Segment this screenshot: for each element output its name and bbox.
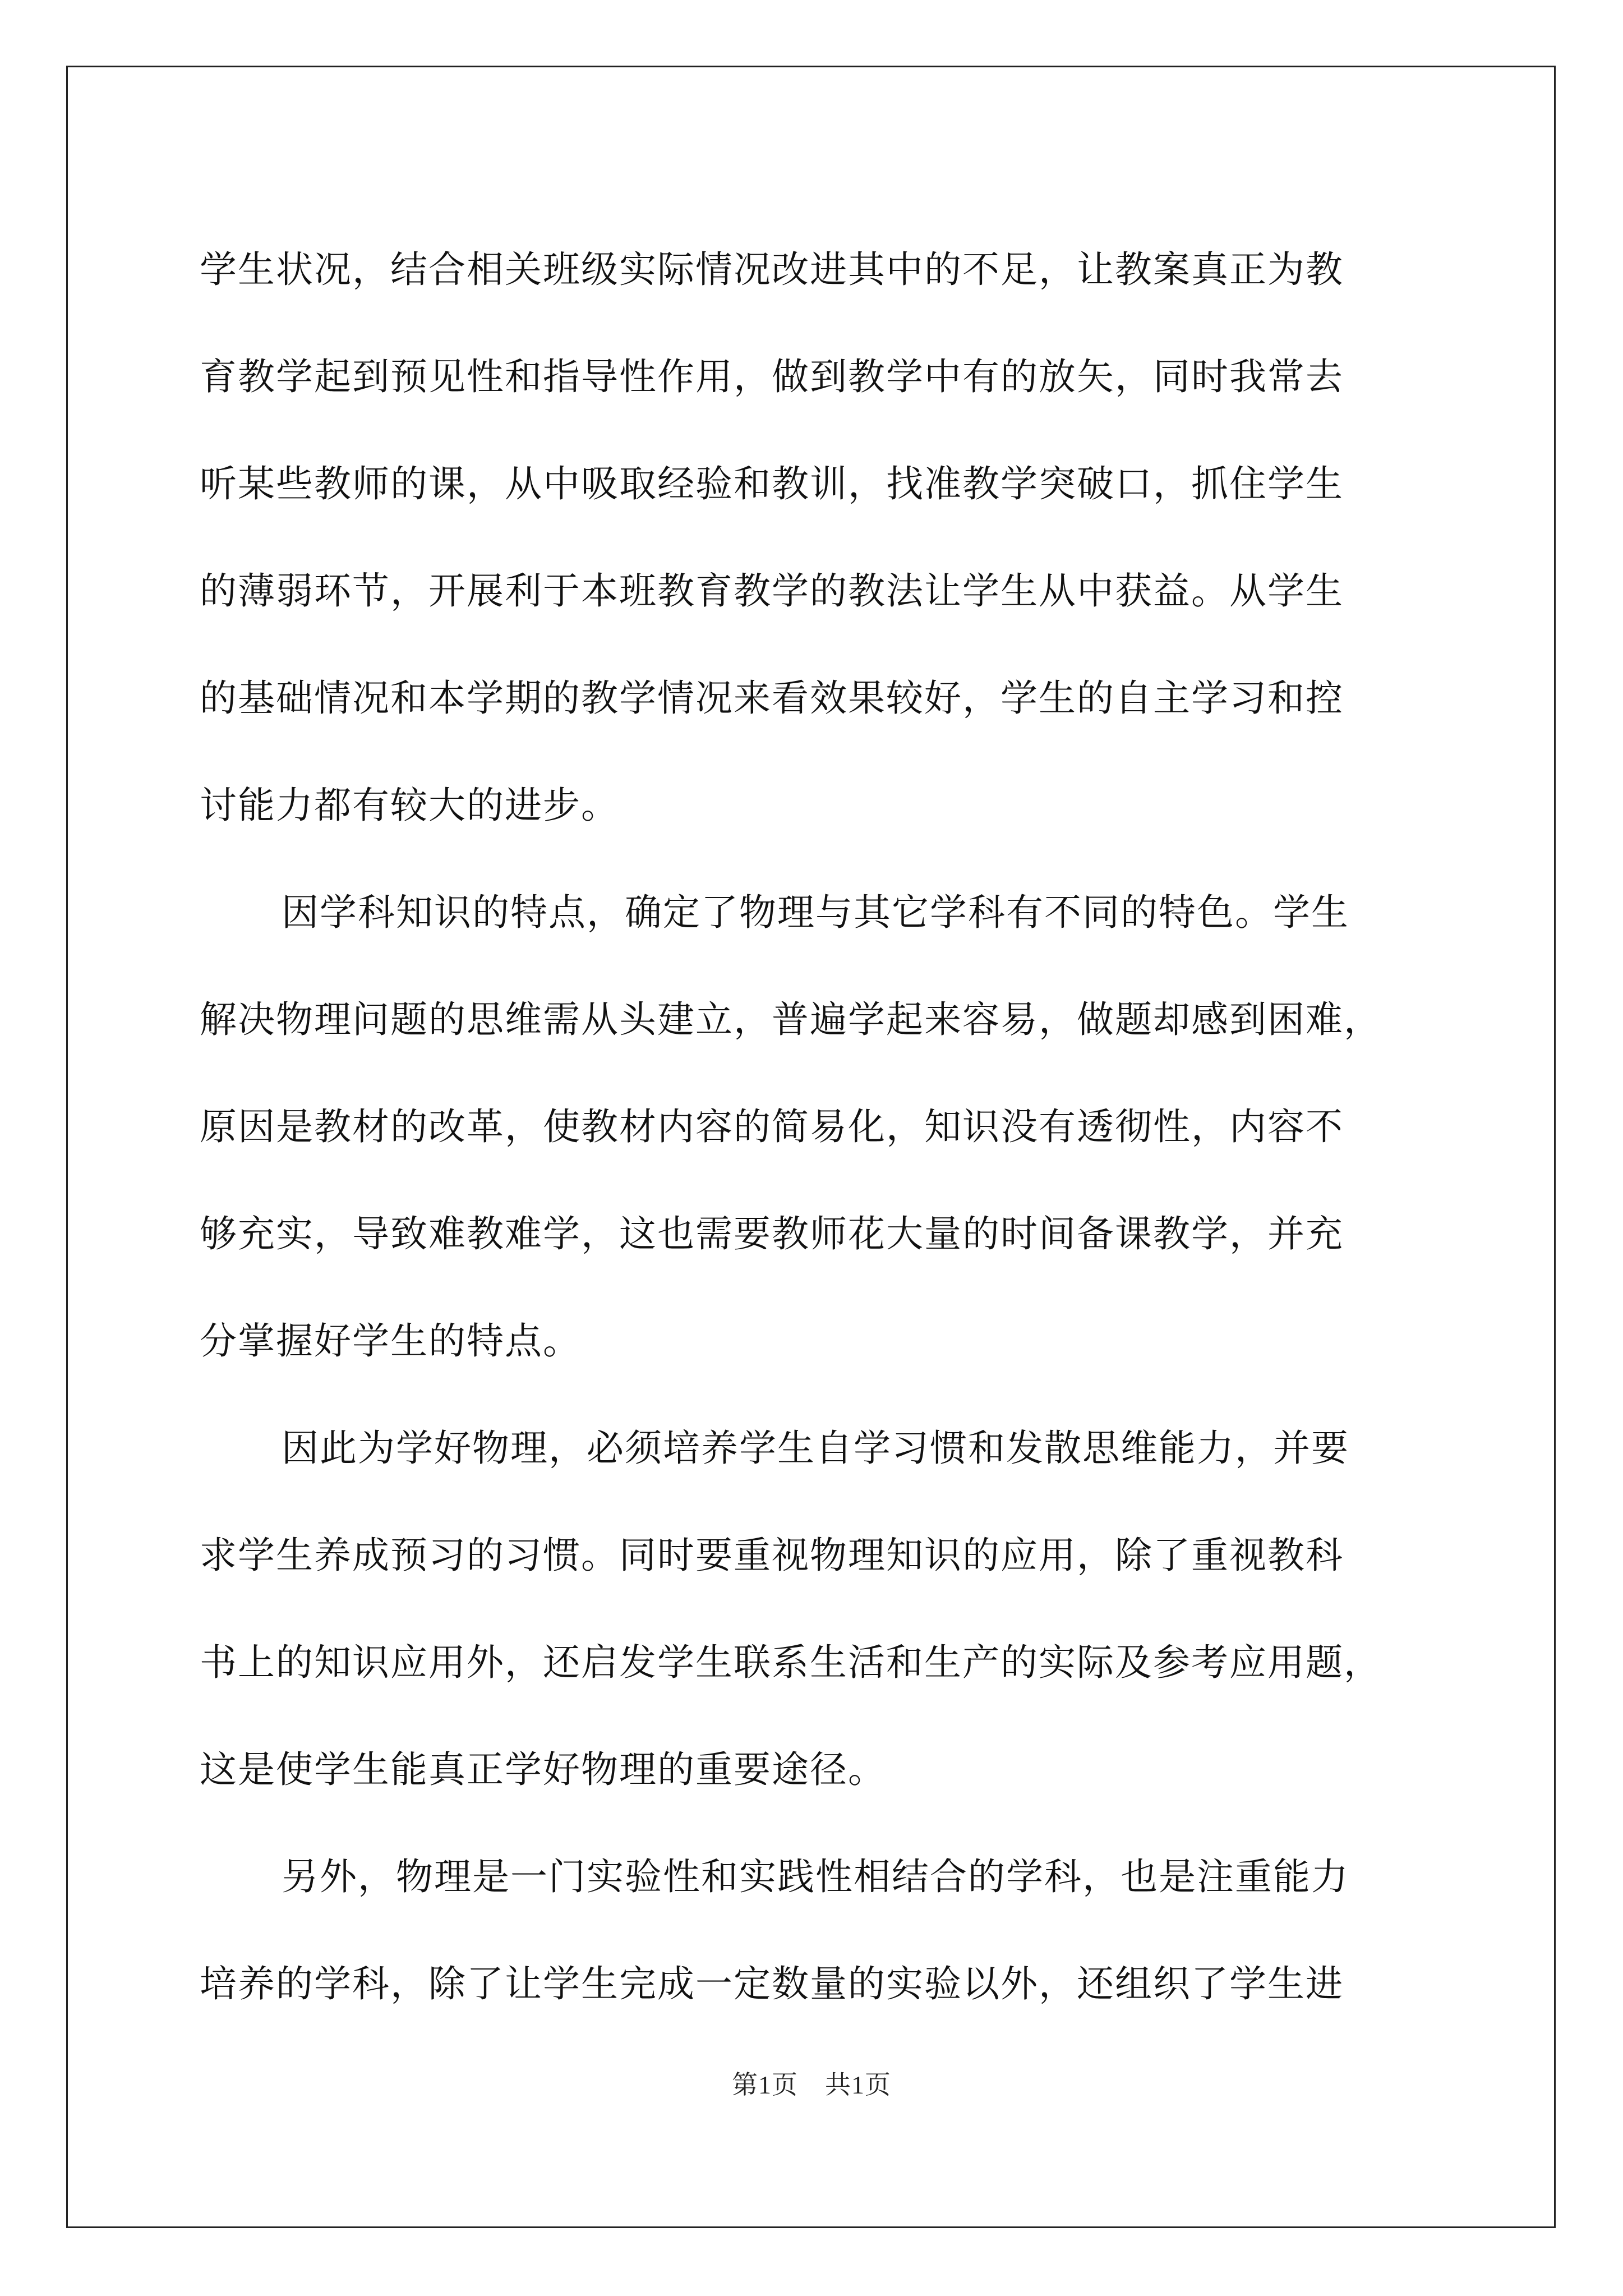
page-total: 共1页: [825, 2070, 891, 2099]
text-line: 的基础情况和本学期的教学情况来看效果较好，学生的自主学习和控: [200, 677, 1344, 720]
text-line: 书上的知识应用外，还启发学生联系生活和生产的实际及参考应用题，: [200, 1641, 1382, 1684]
text-line: 分掌握好学生的特点。: [200, 1319, 581, 1363]
text-line: 育教学起到预见性和指导性作用，做到教学中有的放矢，同时我常去: [200, 355, 1344, 398]
text-line: 讨能力都有较大的进步。: [200, 784, 619, 827]
text-line: 够充实，导致难教难学，这也需要教师花大量的时间备课教学，并充: [200, 1212, 1344, 1255]
text-line: 听某些教师的课，从中吸取经验和教训，找准教学突破口，抓住学生: [200, 462, 1344, 505]
text-line: 的薄弱环节，开展利于本班教育教学的教法让学生从中获益。从学生: [200, 569, 1344, 613]
text-line: 培养的学科，除了让学生完成一定数量的实验以外，还组织了学生进: [200, 1962, 1344, 2005]
text-line: 这是使学生能真正学好物理的重要途径。: [200, 1748, 886, 1791]
text-line: 因此为学好物理，必须培养学生自学习惯和发散思维能力，并要: [282, 1427, 1349, 1470]
paragraph: [200, 216, 1427, 859]
paragraph: [200, 859, 1427, 1395]
text-line: 学生状况，结合相关班级实际情况改进其中的不足，让教案真正为教: [200, 248, 1344, 291]
text-line: 因学科知识的特点，确定了物理与其它学科有不同的特色。学生: [282, 891, 1349, 934]
text-line: 原因是教材的改革，使教材内容的简易化，知识没有透彻性，内容不: [200, 1105, 1344, 1148]
text-line: 求学生养成预习的习惯。同时要重视物理知识的应用，除了重视教科: [200, 1534, 1344, 1577]
paragraph: [200, 1395, 1427, 1823]
document-body: [200, 216, 1427, 2037]
page-footer: [0, 2064, 1623, 2101]
text-line: 解决物理问题的思维需从头建立，普遍学起来容易，做题却感到困难，: [200, 998, 1382, 1041]
paragraph: [200, 1823, 1427, 2037]
page-number: 第1页: [732, 2070, 798, 2099]
text-line: 另外，物理是一门实验性和实践性相结合的学科，也是注重能力: [282, 1855, 1349, 1898]
